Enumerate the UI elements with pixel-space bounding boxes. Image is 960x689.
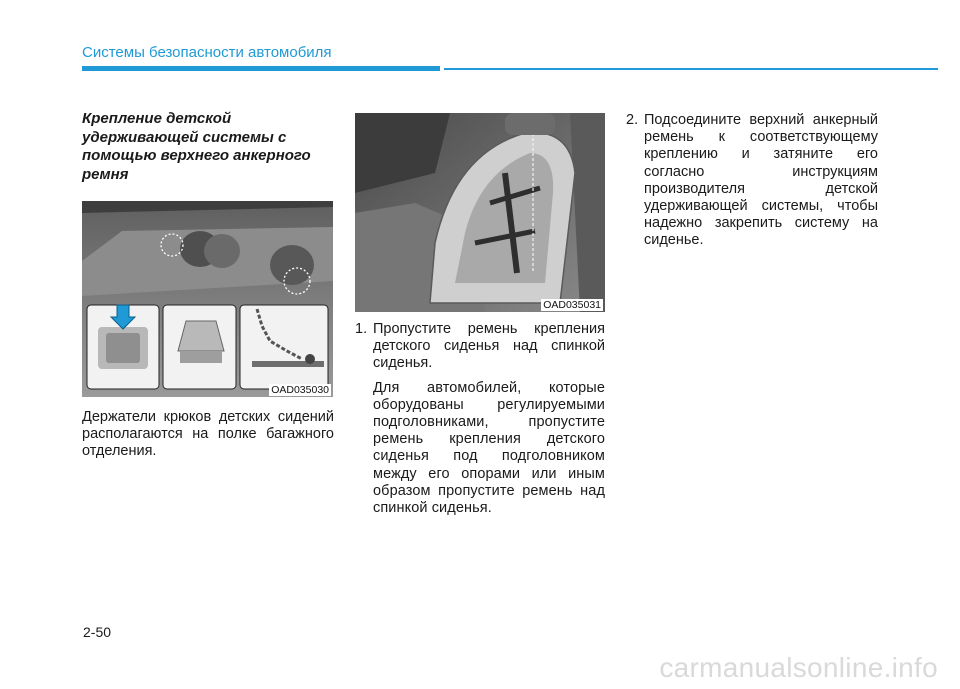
- step-text: Подсоедините верхний анкерный ремень к соответствующему креплению и затяните его согласно инструкциям производителя детской удерживающей системы, чтобы надежно закрепить систему на сиденье.: [644, 112, 878, 249]
- step-2: [626, 112, 878, 250]
- figure-child-seat: [355, 113, 605, 312]
- page-number: 2-50: [83, 624, 112, 640]
- note-adjustable-headrests: Для автомобилей, которые оборудованы регулируемыми подголовниками, пропустите ремень крепления детского сиденья под подголовником между его опорами или иным образом пропустите ремень над спинкой сиденья.: [373, 379, 605, 517]
- step-number: 2.: [626, 112, 639, 128]
- header-rule-thick: [82, 66, 440, 71]
- step-1: [355, 321, 605, 373]
- step-number: 1.: [355, 321, 368, 337]
- child-seat-illustration: [355, 113, 605, 312]
- paragraph-hook-holders: Держатели крюков детских сидений располагаются на полке багажного отделения.: [82, 409, 334, 460]
- column-3: [626, 112, 878, 257]
- column-1: [82, 110, 334, 461]
- step-text: Пропустите ремень крепления детского сиденья над спинкой сиденья.: [373, 321, 605, 372]
- column-2: [355, 113, 605, 517]
- section-heading: Крепление детской удерживающей системы с помощью верхнего анкерного ремня: [82, 110, 311, 183]
- figure-hook-holders: [82, 201, 333, 397]
- page-header-title: Системы безопасности автомобиля: [82, 44, 332, 61]
- header-rule-thin: [444, 68, 938, 70]
- figure-label: OAD035030: [271, 384, 329, 396]
- figure-label: OAD035031: [543, 299, 601, 311]
- rear-shelf-illustration: [82, 201, 333, 397]
- watermark: carmanualsonline.info: [659, 652, 938, 683]
